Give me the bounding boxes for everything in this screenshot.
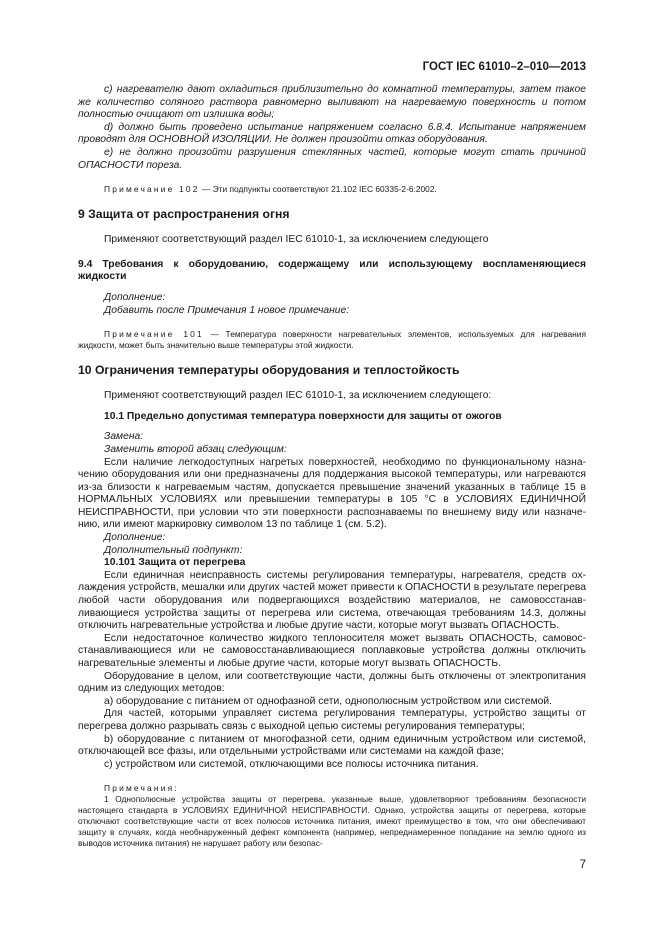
subsection-10-101-heading: 10.101 Защита от перегрева	[104, 557, 246, 569]
addition-label-10: Дополнение:	[104, 532, 166, 544]
replacement-instruction: Заменить второй абзац следующим:	[104, 443, 287, 455]
replacement-label: Замена:	[104, 431, 144, 443]
paragraph-controlled-parts: Для частей, которыми управляет система регулирования температуры, устройство защиты от перегрева должно разрывать связь с выходной цепью системы регулирования температуры;	[78, 708, 586, 732]
note-101-text: — Температура поверхности нагревательных элементов, используемых для нагревания жидкости, может быть значительно выше температуры этой жидкости.	[78, 329, 586, 351]
section-9-intro: Применяют соответствующий раздел IEC 61010-1, за исключением следующего	[104, 234, 489, 246]
paragraph-overheat-1: Если единичная неисправность системы регулирования температуры, нагревателя, средств охлаждения устройств, мешалки или других частей может привести к ОПАСНОСТИ в результате перегрева любой части оборудования или подвергающихся воздействию материалов, не самовосстанавливающиеся устройства защиты от перегрева или система, отвечающая требованиям 14.3, должны отключить нагревательные устройства и любые другие части, которые могут вызвать ОПАСНОСТЬ.	[78, 569, 586, 632]
subsection-9-4-heading: 9.4 Требования к оборудованию, содержащему или использующему воспламеняющиеся жидкости	[78, 258, 586, 283]
additional-subclause-label: Дополнительный подпункт:	[104, 544, 243, 556]
page-content	[78, 84, 586, 849]
note-101-label: Примечание 101	[104, 329, 204, 340]
section-10-heading: 10 Ограничения температуры оборудования и теплостойкость	[78, 363, 460, 378]
page-header-doc-code: ГОСТ IEC 61010–2–010—2013	[422, 61, 586, 73]
list-item-c-cooling: c) нагревателю дают охладиться приблизительно до комнатной температуры, затем такое же количество соляного раствора равномерно выливают на нагреваемую поверхность и потом полностью очищают от излишка воды;	[78, 84, 586, 121]
note-102-label: Примечание 102	[104, 184, 200, 195]
note-1-text: 1 Однополюсные устройства защиты от перегрева, указанные выше, удовлетворяют требованиям безопасности настоящего стандарта в УСЛОВИЯХ ЕДИНИЧНОЙ НЕИСПРАВНОСТИ. Однако, устройства защиты от перегрева, которые отключают соответствующие части от всех полюсов источника питания, имеют преимущество в том, что они обеспечивают защиту в случаях, когда необнаруженный дефект компонента (например, непреднамеренное попадание на землю одного из выводов источника питания) не нарушает работу или безопас-	[78, 794, 586, 849]
section-9-heading: 9 Защита от распространения огня	[78, 207, 290, 222]
notes-label: Примечания:	[104, 783, 179, 794]
addition-instruction-9-4: Добавить после Примечания 1 новое примечание:	[104, 304, 350, 316]
note-102	[78, 184, 586, 195]
list-item-e-glass: е) не должно произойти разрушения стеклянных частей, которые могут стать причиной ОПАСНОСТИ пореза.	[78, 146, 586, 171]
list-item-a-single-phase: а) оборудование с питанием от однофазной сети, однополюсным устройством или системой.	[104, 695, 553, 707]
section-10-intro: Применяют соответствующий раздел IEC 61010-1, за исключением следующего:	[104, 390, 492, 402]
note-101	[78, 329, 586, 351]
paragraph-overheat-2: Если недостаточное количество жидкого теплоносителя может вызвать ОПАСНОСТЬ, самовосстанавливающиеся или не самовосстанавливающиеся поплавковые устройства должны отключить нагревательные элементы и любые другие части, которые могут вызвать ОПАСНОСТЬ.	[78, 632, 586, 669]
list-item-c-all-poles: с) устройством или системой, отключающими все полюсы источника питания.	[104, 758, 479, 770]
list-item-b-multi-phase: b) оборудование с питанием от многофазной сети, одним единичным устройством или системой, отключающей все фазы, или отдельными устройствами или системами на каждой фазе;	[78, 733, 586, 758]
list-item-d-voltage-test: d) должно быть проведено испытание напряжением согласно 6.8.4. Испытание напряжением проводят для ОСНОВНОЙ ИЗОЛЯЦИИ. Не должен произойти отказ оборудования.	[78, 121, 586, 146]
page-number: 7	[579, 859, 586, 871]
subsection-10-1-heading: 10.1 Предельно допустимая температура поверхности для защиты от ожогов	[104, 410, 502, 422]
paragraph-hot-surfaces: Если наличие легкодоступных нагретых поверхностей, необходимо по функциональному назначению оборудования или они предназначены для поддержания высокой температуры, или нагреваются из-за близости к нагреваемым частям, допускается превышение значений указанных в таблице 15 в НОРМАЛЬНЫХ УСЛОВИЯХ или превышении температуры в 105 °С в УСЛОВИЯХ ЕДИНИЧНОЙ НЕИСПРАВНОСТИ, при условии что эти поверхности распознаваемы по внешнему виду или назначению, или имеют маркировку символом 13 по таблице 1 (см. 5.2).	[78, 456, 586, 531]
addition-label-9-4: Дополнение:	[104, 291, 166, 303]
paragraph-disconnect-methods: Оборудование в целом, или соответствующие части, должны быть отключены от электропитания одним из следующих методов:	[78, 670, 586, 695]
note-102-text: — Эти подпункты соответствуют 21.102 IEC 60335-2-6:2002.	[199, 184, 437, 195]
